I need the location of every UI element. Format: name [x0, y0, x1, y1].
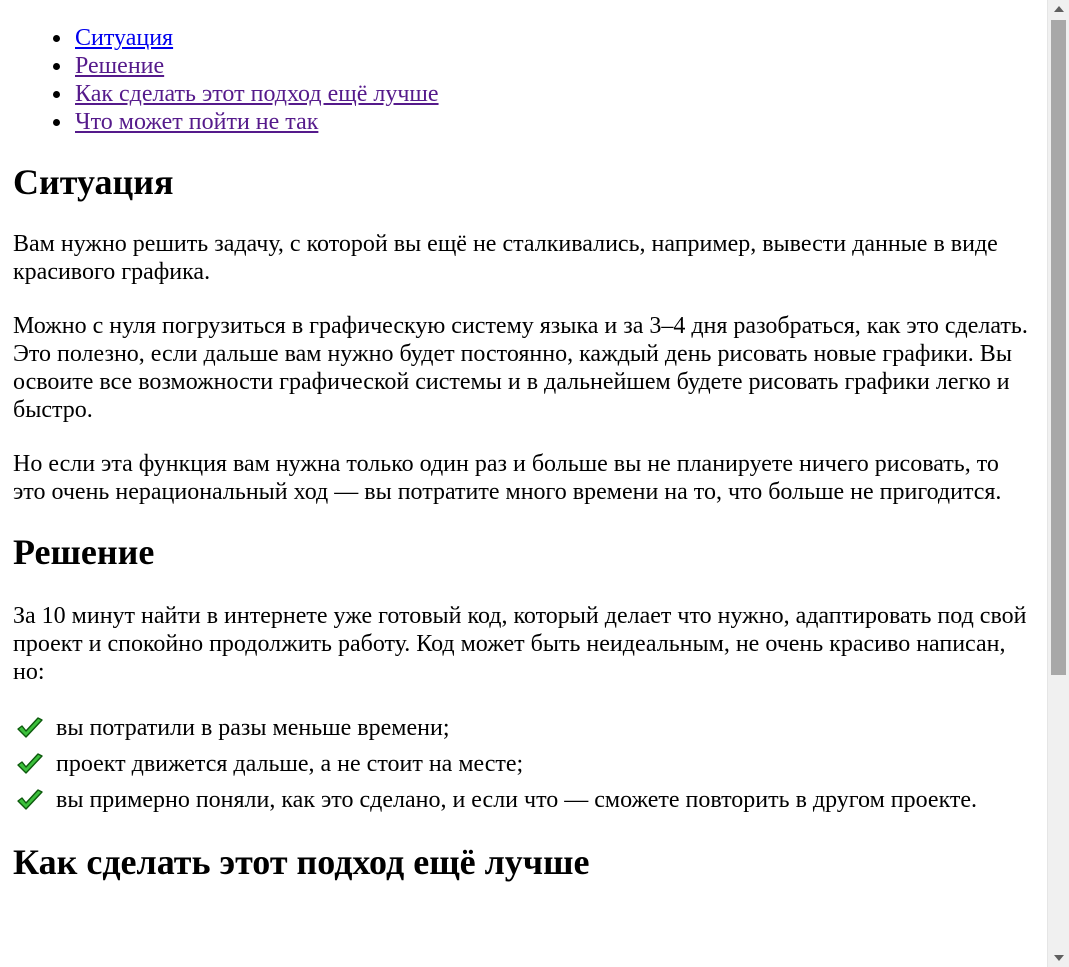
- scrollbar-thumb[interactable]: [1051, 20, 1066, 675]
- situation-paragraph-3: Но если эта функция вам нужна только один раз и больше вы не планируете ничего рисовать, то это очень нерациональный ход — вы потратите много времени на то, что больше не пригодится.: [13, 451, 1002, 505]
- toc-link-better[interactable]: Как сделать этот подход ещё лучше: [75, 81, 439, 107]
- heading-better: Как сделать этот подход ещё лучше: [13, 842, 590, 882]
- situation-paragraph-1: Вам нужно решить задачу, с которой вы ещё не сталкивались, например, вывести данные в виде красивого графика.: [13, 231, 998, 285]
- checklist-item-text: вы потратили в разы меньше времени;: [56, 715, 450, 741]
- checklist-item-text: проект движется дальше, а не стоит на месте;: [56, 751, 524, 777]
- green-checkmark-icon: [16, 716, 44, 740]
- situation-paragraph-2: Можно с нуля погрузиться в графическую систему языка и за 3–4 дня разобраться, как это сделать. Это полезно, если дальше вам нужно будет постоянно, каждый день рисовать новые графики. Вы освоите все возможности графической системы и в дальнейшем будете рисовать графики легко и быстро.: [13, 313, 1028, 423]
- checklist-item: [13, 746, 1034, 782]
- vertical-scrollbar[interactable]: [1047, 0, 1069, 967]
- toc-item-solution: [75, 52, 1034, 80]
- checklist-item: [13, 782, 1034, 818]
- benefits-checklist: [13, 710, 1034, 818]
- green-checkmark-icon: [16, 788, 44, 812]
- toc-item-what-can-go-wrong: [75, 108, 1034, 136]
- green-checkmark-icon: [16, 752, 44, 776]
- heading-situation: Ситуация: [13, 162, 174, 202]
- toc-item-situation: [75, 24, 1034, 52]
- scroll-up-arrow-icon[interactable]: [1048, 0, 1069, 18]
- toc-link-situation[interactable]: Ситуация: [75, 25, 174, 51]
- solution-paragraph: За 10 минут найти в интернете уже готовый код, который делает что нужно, адаптировать под свой проект и спокойно продолжить работу. Код может быть неидеальным, не очень красиво написан, но:: [13, 603, 1027, 685]
- scroll-down-arrow-icon[interactable]: [1048, 949, 1069, 967]
- checklist-item: [13, 710, 1034, 746]
- table-of-contents: [13, 24, 1034, 136]
- toc-link-what-can-go-wrong[interactable]: Что может пойти не так: [75, 109, 319, 135]
- heading-solution: Решение: [13, 532, 155, 572]
- toc-item-better: [75, 80, 1034, 108]
- toc-link-solution[interactable]: Решение: [75, 53, 165, 79]
- checklist-item-text: вы примерно поняли, как это сделано, и если что — сможете повторить в другом проекте.: [56, 787, 978, 813]
